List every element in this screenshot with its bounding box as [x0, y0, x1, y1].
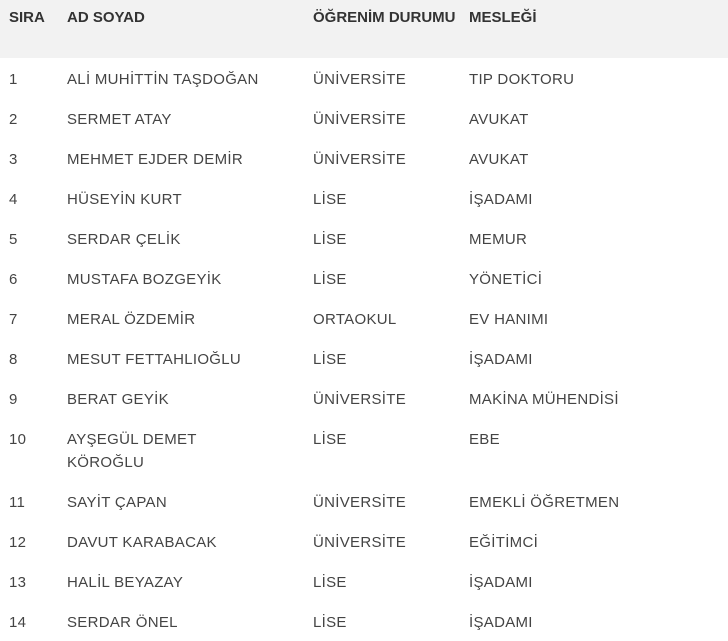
cell-meslegi: İŞADAMI	[469, 574, 533, 591]
cell-sira: 9	[9, 391, 18, 408]
cell-ogrenim: LİSE	[313, 231, 347, 248]
header-ogrenim-durumu: ÖĞRENİM DURUMU	[313, 9, 456, 26]
cell-ad-soyad: BERAT GEYİK	[67, 391, 169, 408]
table-row	[0, 338, 728, 378]
cell-ad-soyad: SERDAR ÖNEL	[67, 614, 178, 631]
cell-ogrenim: LİSE	[313, 191, 347, 208]
table-row	[0, 218, 728, 258]
cell-ogrenim: LİSE	[313, 431, 347, 448]
cell-ad-soyad: SAYİT ÇAPAN	[67, 494, 167, 511]
cell-ad-soyad: HALİL BEYAZAY	[67, 574, 184, 591]
cell-ad-soyad: ALİ MUHİTTİN TAŞDOĞAN	[67, 71, 259, 88]
cell-sira: 1	[9, 71, 18, 88]
cell-sira: 14	[9, 614, 27, 631]
cell-meslegi: EMEKLİ ÖĞRETMEN	[469, 494, 620, 511]
cell-ogrenim: ÜNİVERSİTE	[313, 71, 407, 88]
cell-ad-soyad: SERMET ATAY	[67, 111, 172, 128]
cell-sira: 7	[9, 311, 18, 328]
cell-ad-soyad: MUSTAFA BOZGEYİK	[67, 271, 222, 288]
cell-ogrenim: ORTAOKUL	[313, 311, 397, 328]
cell-meslegi: İŞADAMI	[469, 191, 533, 208]
cell-meslegi: İŞADAMI	[469, 614, 533, 631]
cell-ad-soyad: HÜSEYİN KURT	[67, 191, 183, 208]
table-header	[0, 0, 728, 58]
table-row	[0, 98, 728, 138]
cell-ogrenim: ÜNİVERSİTE	[313, 391, 407, 408]
cell-ad-soyad: MEHMET EJDER DEMİR	[67, 151, 243, 168]
cell-ogrenim: ÜNİVERSİTE	[313, 494, 407, 511]
table-row	[0, 178, 728, 218]
header-ad-soyad: AD SOYAD	[67, 9, 145, 26]
cell-meslegi: AVUKAT	[469, 151, 529, 168]
cell-ad-soyad: MESUT FETTAHLIOĞLU	[67, 351, 242, 368]
table-row	[0, 378, 728, 418]
table-row	[0, 58, 728, 98]
cell-meslegi: EĞİTİMCİ	[469, 534, 539, 551]
cell-meslegi: İŞADAMI	[469, 351, 533, 368]
cell-sira: 13	[9, 574, 27, 591]
cell-ogrenim: ÜNİVERSİTE	[313, 111, 407, 128]
table-row	[0, 418, 728, 481]
cell-ogrenim: LİSE	[313, 614, 347, 631]
header-meslegi: MESLEĞİ	[469, 9, 537, 26]
cell-sira: 11	[9, 494, 26, 511]
cell-sira: 12	[9, 534, 27, 551]
cell-meslegi: YÖNETİCİ	[469, 271, 543, 288]
cell-meslegi: EBE	[469, 431, 500, 448]
cell-ogrenim: ÜNİVERSİTE	[313, 151, 407, 168]
cell-sira: 4	[9, 191, 18, 208]
header-sira: SIRA	[9, 9, 45, 26]
table-row	[0, 481, 728, 521]
cell-meslegi: EV HANIMI	[469, 311, 549, 328]
cell-ogrenim: LİSE	[313, 574, 347, 591]
cell-sira: 6	[9, 271, 18, 288]
cell-ad-soyad: SERDAR ÇELİK	[67, 231, 181, 248]
table-row	[0, 601, 728, 641]
cell-ad-soyad: MERAL ÖZDEMİR	[67, 311, 196, 328]
table-row	[0, 298, 728, 338]
cell-sira: 3	[9, 151, 18, 168]
table-row	[0, 258, 728, 298]
cell-sira: 8	[9, 351, 18, 368]
cell-ogrenim: LİSE	[313, 351, 347, 368]
cell-sira: 2	[9, 111, 18, 128]
cell-sira: 10	[9, 431, 27, 448]
cell-ogrenim: ÜNİVERSİTE	[313, 534, 407, 551]
cell-ad-soyad: AYŞEGÜL DEMET KÖROĞLU	[67, 431, 197, 471]
cell-meslegi: MAKİNA MÜHENDİSİ	[469, 391, 619, 408]
cell-meslegi: MEMUR	[469, 231, 528, 248]
cell-meslegi: TIP DOKTORU	[469, 71, 575, 88]
table-row	[0, 561, 728, 601]
cell-ogrenim: LİSE	[313, 271, 347, 288]
table-row	[0, 521, 728, 561]
cell-sira: 5	[9, 231, 18, 248]
cell-ad-soyad: DAVUT KARABACAK	[67, 534, 217, 551]
table-row	[0, 138, 728, 178]
cell-meslegi: AVUKAT	[469, 111, 529, 128]
